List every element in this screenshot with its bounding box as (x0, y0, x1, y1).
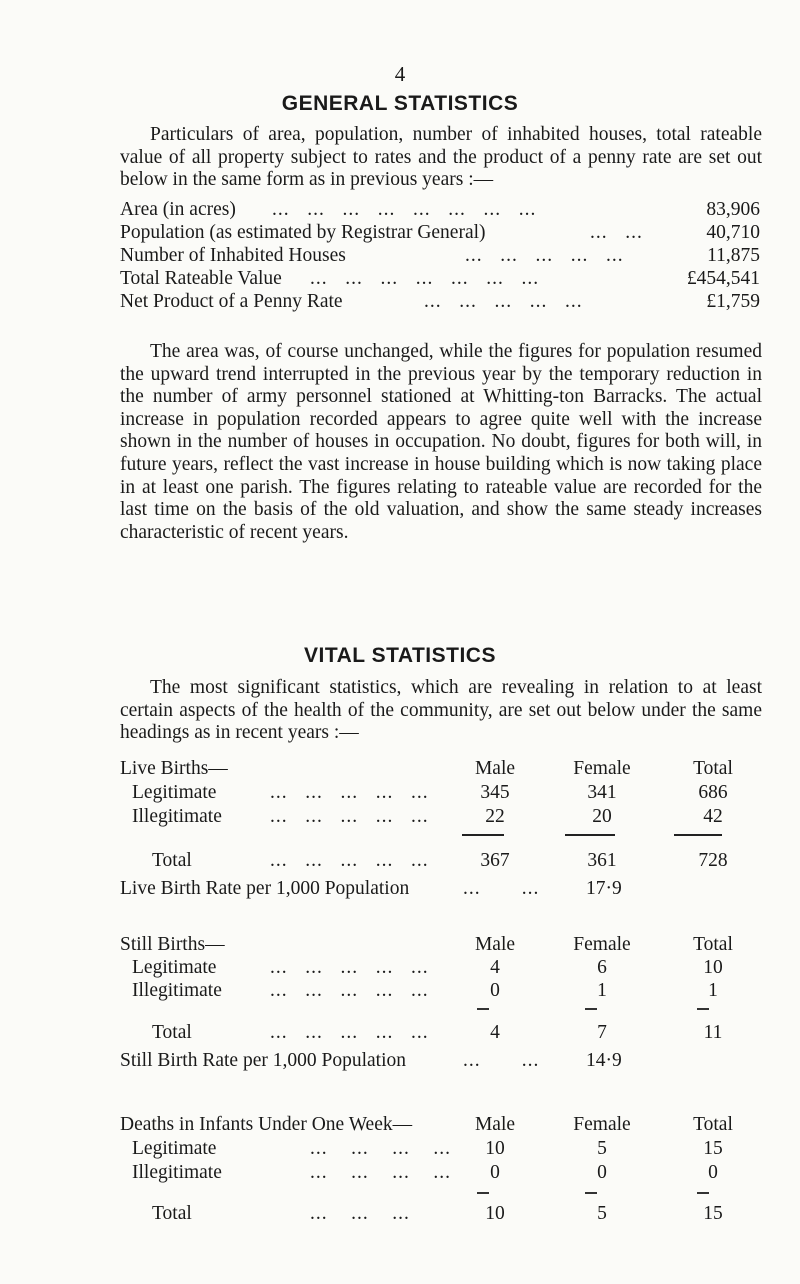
row-label: Total (152, 850, 192, 871)
leader-dots: ... ... ... ... ... (270, 806, 429, 827)
stat-row-houses (120, 245, 760, 269)
sum-rule (585, 1008, 597, 1010)
sum-rule (462, 834, 504, 836)
rate-row (120, 878, 760, 902)
leader-dots: ... ... ... ... ... (270, 1022, 429, 1043)
column-header-total: Total (693, 934, 733, 955)
rate-row (120, 1050, 760, 1074)
total-row (120, 1022, 760, 1046)
cell-female: 5 (597, 1203, 607, 1224)
total-row (120, 1203, 760, 1227)
leader-dots: ... ... ... (310, 1203, 410, 1224)
cell-female: 20 (592, 806, 612, 827)
cell-total: 1 (708, 980, 718, 1001)
stat-label: Area (in acres) (120, 199, 236, 220)
column-header-total: Total (693, 758, 733, 779)
cell-female: 7 (597, 1022, 607, 1043)
sum-rule (674, 834, 722, 836)
total-row (120, 850, 760, 874)
stat-value: £1,759 (706, 291, 760, 312)
stat-row-penny-rate (120, 291, 760, 315)
row-label: Total (152, 1022, 192, 1043)
row-label: Legitimate (132, 782, 217, 803)
general-statistics-heading: GENERAL STATISTICS (281, 92, 519, 115)
leader-dots: ... ... ... ... ... ... ... (310, 268, 540, 289)
cell-total: 15 (703, 1138, 723, 1159)
stat-label: Net Product of a Penny Rate (120, 291, 343, 312)
column-header-total: Total (693, 1114, 733, 1135)
leader-dots: ... ... ... ... ... (424, 291, 583, 312)
cell-total: 11 (703, 1022, 723, 1043)
stat-label: Population (as estimated by Registrar General) (120, 222, 486, 243)
leader-dots: ... ... (463, 878, 540, 899)
column-header-female: Female (573, 1114, 631, 1135)
table-row (120, 980, 760, 1004)
cell-male: 0 (490, 980, 500, 1001)
leader-dots: ... ... ... ... ... ... ... ... (272, 199, 537, 220)
general-intro-paragraph: Particulars of area, population, number of inhabited houses, total rateable value of all property subject to rates and the product of a penny rate are set out below in the same form as in previous years :— (120, 124, 762, 191)
cell-female: 5 (597, 1138, 607, 1159)
stat-value: £454,541 (686, 268, 760, 289)
table-row (120, 1138, 760, 1162)
rate-value: 14·9 (586, 1050, 622, 1071)
leader-dots: ... ... ... ... ... (270, 957, 429, 978)
column-header-female: Female (573, 758, 631, 779)
cell-male: 10 (485, 1203, 505, 1224)
cell-total: 686 (698, 782, 728, 803)
sum-rule (697, 1192, 709, 1194)
page-number: 4 (394, 62, 406, 86)
column-header-male: Male (474, 934, 516, 955)
row-label: Illegitimate (132, 980, 222, 1001)
sum-rule (697, 1008, 709, 1010)
section-title: Live Births— (120, 758, 228, 779)
rate-label: Live Birth Rate per 1,000 Population (120, 878, 410, 899)
cell-female: 341 (587, 782, 617, 803)
stat-row-rateable-value (120, 268, 760, 292)
row-label: Legitimate (132, 957, 217, 978)
sum-rule (477, 1008, 489, 1010)
live-births-header-row (120, 758, 760, 782)
cell-male: 22 (485, 806, 505, 827)
leader-dots: ... ... ... ... ... (270, 782, 429, 803)
stat-value: 11,875 (707, 245, 760, 266)
stat-row-area (120, 199, 760, 223)
sum-rule (477, 1192, 489, 1194)
column-header-male: Male (474, 1114, 516, 1135)
cell-female: 6 (597, 957, 607, 978)
cell-male: 10 (485, 1138, 505, 1159)
cell-female: 1 (597, 980, 607, 1001)
cell-male: 0 (490, 1162, 500, 1183)
table-row (120, 806, 760, 830)
cell-female: 361 (587, 850, 617, 871)
table-row (120, 1162, 760, 1186)
table-row (120, 957, 760, 981)
cell-total: 0 (708, 1162, 718, 1183)
vital-intro-paragraph: The most significant statistics, which are revealing in relation to at least certain aspects of the health of the community, are set out below under the same headings as in recent years :— (120, 677, 762, 744)
cell-female: 0 (597, 1162, 607, 1183)
sum-rule (565, 834, 615, 836)
cell-male: 4 (490, 957, 500, 978)
leader-dots: ... ... ... ... ... (465, 245, 624, 266)
leader-dots: ... ... ... ... (310, 1138, 451, 1159)
sum-rule (585, 1192, 597, 1194)
column-header-female: Female (573, 934, 631, 955)
row-label: Total (152, 1203, 192, 1224)
infant-deaths-header-row (120, 1114, 760, 1138)
general-body-paragraph: The area was, of course unchanged, while the figures for population resumed the upward trend interrupted in the previous year by the temporary reduction in the number of army personnel stationed at Whitting-ton Barracks. The actual increase in population recorded appears to agree quite well with the increase shown in the number of houses in occupation. No doubt, figures for both will, in future years, reflect the vast increase in house building which is now taking place in at least one parish. The figures relating to rateable value are recorded for the last time on the basis of the old valuation, and show the same steady increases characteristic of recent years. (120, 341, 762, 543)
row-label: Illegitimate (132, 1162, 222, 1183)
stat-row-population (120, 222, 760, 246)
row-label: Legitimate (132, 1138, 217, 1159)
still-births-header-row (120, 934, 760, 958)
row-label: Illegitimate (132, 806, 222, 827)
stat-label: Number of Inhabited Houses (120, 245, 346, 266)
leader-dots: ... ... ... ... ... (270, 850, 429, 871)
leader-dots: ... ... ... ... (310, 1162, 451, 1183)
stat-value: 40,710 (706, 222, 760, 243)
leader-dots: ... ... (463, 1050, 540, 1071)
rate-label: Still Birth Rate per 1,000 Population (120, 1050, 406, 1071)
cell-male: 367 (480, 850, 510, 871)
cell-male: 4 (490, 1022, 500, 1043)
cell-total: 10 (703, 957, 723, 978)
section-title: Deaths in Infants Under One Week— (120, 1114, 413, 1135)
stat-label: Total Rateable Value (120, 268, 282, 289)
leader-dots: ... ... ... ... ... (270, 980, 429, 1001)
stat-value: 83,906 (706, 199, 760, 220)
leader-dots: ... ... (590, 222, 643, 243)
cell-total: 15 (703, 1203, 723, 1224)
cell-male: 345 (480, 782, 510, 803)
table-row (120, 782, 760, 806)
section-title: Still Births— (120, 934, 225, 955)
vital-statistics-heading: VITAL STATISTICS (304, 644, 496, 667)
cell-total: 728 (698, 850, 728, 871)
rate-value: 17·9 (586, 878, 622, 899)
cell-total: 42 (703, 806, 723, 827)
column-header-male: Male (474, 758, 516, 779)
